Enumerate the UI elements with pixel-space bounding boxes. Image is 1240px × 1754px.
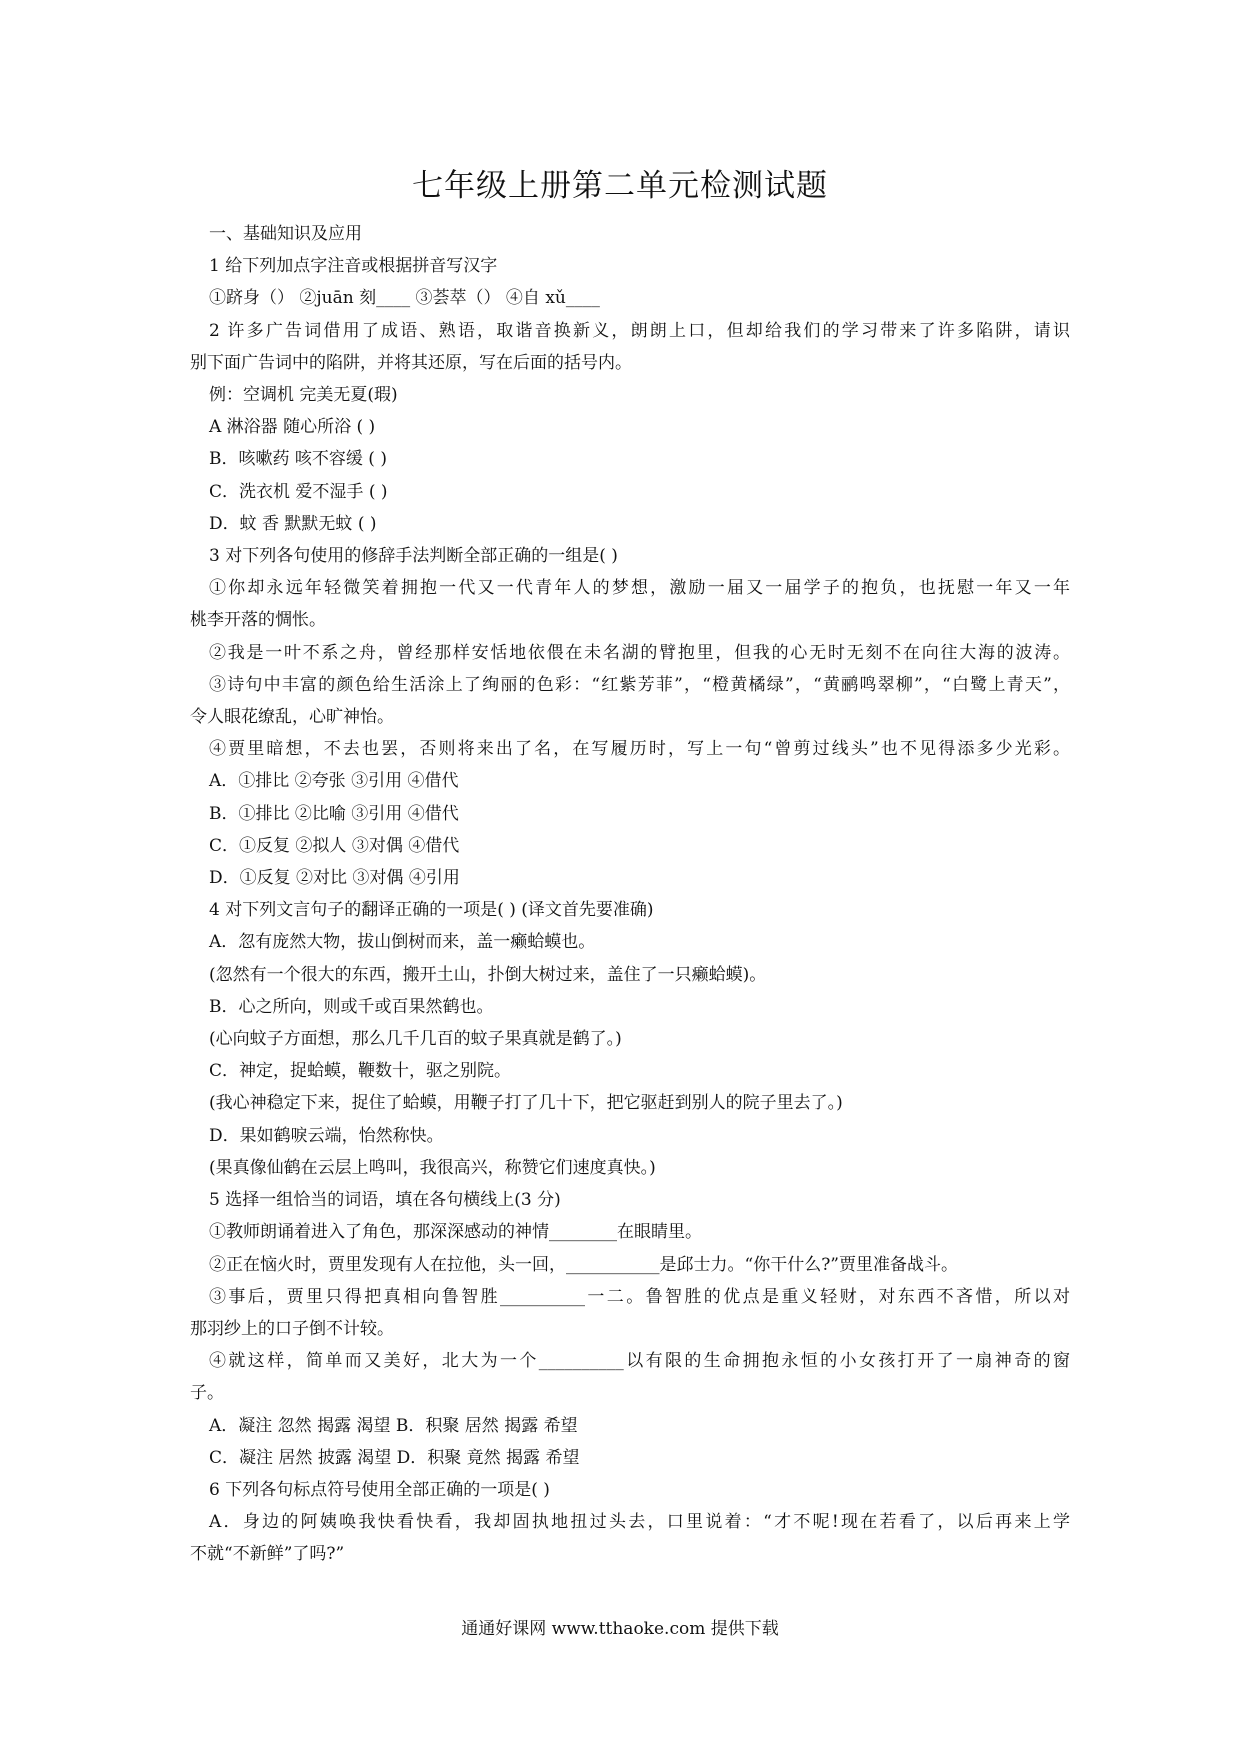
question-4-option-a: A．忽有庞然大物，拔山倒树而来，盖一癞蛤蟆也。 [209,932,596,953]
footer-source: 通通好课网 www.tthaoke.com 提供下载 [461,1619,779,1639]
question-5-sentence-2: ②正在恼火时，贾里发现有人在拉他，头一回，___________是邱士力。“你干什么?”贾里准备战斗。 [209,1254,958,1275]
question-1-items: ①跻身（） ②juān 刻____ ③荟萃（） ④自 xǔ____ [209,288,600,309]
section-heading: 一、基础知识及应用 [209,224,362,244]
question-3-sentence-2: ②我是一叶不系之舟，曾经那样安恬地依偎在未名湖的臂抱里，但我的心无时无刻不在向往大海的波涛。 [209,642,1070,663]
question-2-option-d: D．蚊 香 默默无蚊 ( ) [209,513,377,534]
question-5-sentence-4: ④就这样，简单而又美好，北大为一个__________以有限的生命拥抱永恒的小女孩打开了一扇神奇的窗 [209,1351,1070,1372]
question-1-stem: 1 给下列加点字注音或根据拼音写汉字 [209,256,498,277]
question-3-option-b: B．①排比 ②比喻 ③引用 ④借代 [209,803,459,824]
question-5-sentence-4-cont: 子。 [190,1383,224,1404]
question-3-sentence-4: ④贾里暗想，不去也罢，否则将来出了名，在写履历时，写上一句“曾剪过线头”也不见得添多少光彩。 [209,739,1070,760]
question-4-option-d: D．果如鹤唳云端，怡然称快。 [209,1125,444,1146]
question-2-option-b: B．咳嗽药 咳不容缓 ( ) [209,449,387,470]
question-4-option-b: B．心之所向，则或千或百果然鹤也。 [209,996,494,1017]
question-5-options-cd: C．凝注 居然 披露 渴望 D．积聚 竟然 揭露 希望 [209,1447,580,1468]
question-4-option-d-translation: (果真像仙鹤在云层上鸣叫，我很高兴，称赞它们速度真快。) [209,1157,656,1178]
question-4-option-c-translation: (我心神稳定下来，捉住了蛤蟆，用鞭子打了几十下，把它驱赶到别人的院子里去了。) [209,1093,843,1114]
question-5-sentence-1: ①教师朗诵着进入了角色，那深深感动的神情________在眼睛里。 [209,1222,702,1243]
question-3-sentence-1-cont: 桃李开落的惆怅。 [190,610,326,631]
question-3-option-c: C．①反复 ②拟人 ③对偶 ④借代 [209,835,460,856]
question-2-stem: 2 许多广告词借用了成语、熟语，取谐音换新义，朗朗上口，但却给我们的学习带来了许多陷阱，请识 [209,320,1070,341]
question-6-option-a: A．身边的阿姨唤我快看快看，我却固执地扭过头去，口里说着：“才不呢!现在若看了，以后再来上学 [209,1512,1070,1533]
question-2-example: 例：空调机 完美无夏(瑕) [209,385,398,406]
question-3-option-d: D．①反复 ②对比 ③对偶 ④引用 [209,868,460,889]
question-4-option-c: C．神定，捉蛤蟆，鞭数十，驱之别院。 [209,1061,512,1082]
question-6-stem: 6 下列各句标点符号使用全部正确的一项是( ) [209,1479,550,1500]
question-3-option-a: A．①排比 ②夸张 ③引用 ④借代 [209,771,459,792]
question-2-option-a: A 淋浴器 随心所浴 ( ) [209,417,376,438]
question-2-stem-cont: 别下面广告词中的陷阱，并将其还原，写在后面的括号内。 [190,352,632,373]
question-4-option-b-translation: (心向蚊子方面想，那么几千几百的蚊子果真就是鹤了。) [209,1029,622,1050]
question-body [190,218,1070,1571]
question-4-stem: 4 对下列文言句子的翻译正确的一项是( ) (译文首先要准确) [209,900,654,921]
question-3-stem: 3 对下列各句使用的修辞手法判断全部正确的一组是( ) [209,546,618,567]
question-5-stem: 5 选择一组恰当的词语，填在各句横线上(3 分) [209,1190,561,1211]
question-2-option-c: C．洗衣机 爱不湿手 ( ) [209,481,388,502]
question-3-sentence-3: ③诗句中丰富的颜色给生活涂上了绚丽的色彩：“红紫芳菲”，“橙黄橘绿”，“黄鹂鸣翠柳”，“白鹭上青天”， [209,674,1070,695]
question-3-sentence-3-cont: 令人眼花缭乱，心旷神怡。 [190,707,394,728]
question-5-sentence-3: ③事后，贾里只得把真相向鲁智胜__________一二。鲁智胜的优点是重义轻财，对东西不吝惜，所以对 [209,1286,1070,1307]
question-3-sentence-1: ①你却永远年轻微笑着拥抱一代又一代青年人的梦想，激励一届又一届学子的抱负，也抚慰一年又一年 [209,578,1070,599]
question-5-options-ab: A．凝注 忽然 揭露 渴望 B．积聚 居然 揭露 希望 [209,1415,578,1436]
question-5-sentence-3-cont: 那羽纱上的口子倒不计较。 [190,1318,394,1339]
question-6-option-a-cont: 不就“不新鲜”了吗?” [190,1544,345,1565]
page-title: 七年级上册第二单元检测试题 [412,168,828,204]
question-4-option-a-translation: (忽然有一个很大的东西，搬开土山，扑倒大树过来，盖住了一只癞蛤蟆)。 [209,964,767,985]
